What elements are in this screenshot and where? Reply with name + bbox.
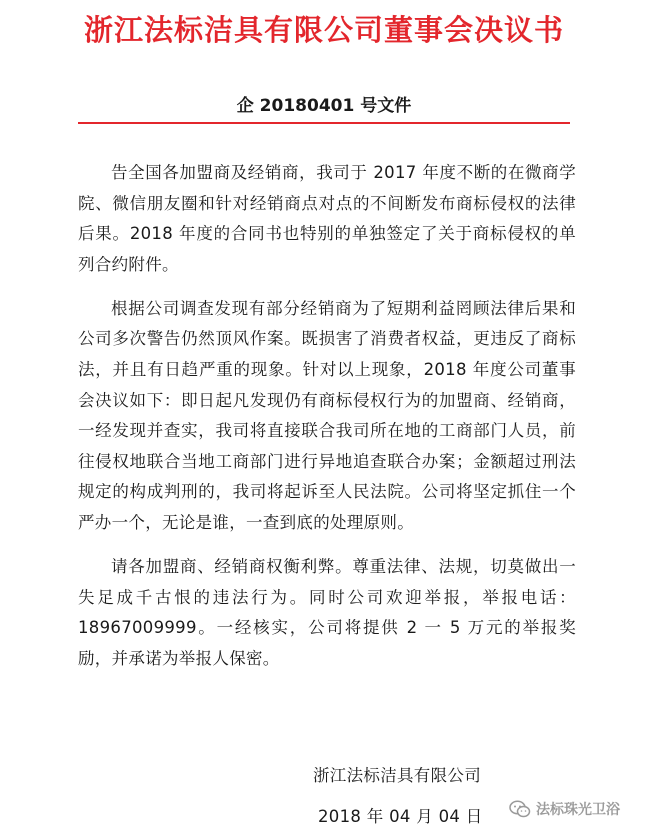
wechat-watermark <box>509 799 620 819</box>
signing-date: 2018 年 04 月 04 日 <box>318 807 483 826</box>
watermark-text: 法标珠光卫浴 <box>536 802 620 818</box>
document-title: 浙江法标洁具有限公司董事会决议书 <box>83 13 564 47</box>
document-body <box>78 158 576 688</box>
body-paragraph-3: 请各加盟商、经销商权衡利弊。尊重法律、法规，切莫做出一失足成千古恨的违法行为。同时公司欢迎举报，举报电话：18967009999。一经核实，公司将提供 2 一 5 万元的举报奖励，并承诺为举报人保密。 <box>78 557 576 668</box>
body-paragraph-2: 根据公司调查发现有部分经销商为了短期利益罔顾法律后果和公司多次警告仍然顶风作案。既损害了消费者权益，更违反了商标法，并且有日趋严重的现象。针对以上现象，2018 年度公司董事会决议如下：即日起凡发现仍有商标侵权行为的加盟商、经销商，一经发现并查实，我司将直接联合我司所在地的工商部门人员，前往侵权地联合当地工商部门进行异地追查联合办案；金额超过刑法规定的构成判刑的，我司将起诉至人民法院。公司将坚定抓住一个严办一个，无论是谁，一查到底的处理原则。 <box>78 298 576 533</box>
signer-company: 浙江法标洁具有限公司 <box>313 766 481 785</box>
document-number: 企 20180401 号文件 <box>236 96 412 116</box>
red-divider-line <box>78 122 570 124</box>
body-paragraph-1: 告全国各加盟商及经销商，我司于 2017 年度不断的在微商学院、微信朋友圈和针对经销商点对点的不间断发布商标侵权的法律后果。2018 年度的合同书也特别的单独签定了关于商标侵权的单列合约附件。 <box>78 163 576 274</box>
wechat-icon <box>509 800 531 818</box>
